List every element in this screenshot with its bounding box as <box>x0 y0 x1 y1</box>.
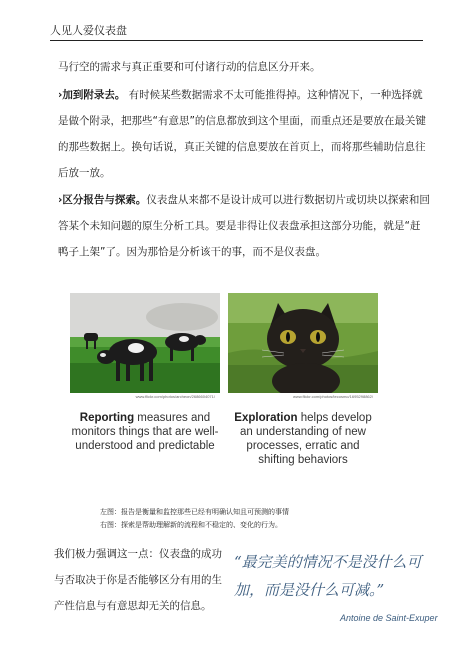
page-header-title: 人见人爱仪表盘 <box>50 24 127 37</box>
report-explore-body: 仪表盘从来都不是设计成可以进行数据切片或切块以探索和回答某个未知问题的原生分析工具。要是非得让仪表盘承担这部分功能，就是“赶鸭子上架”了。因为那恰是分析该干的事，而不是仪表盘。 <box>58 194 430 258</box>
exploration-panel <box>227 293 379 485</box>
reporting-caption-bold: Reporting <box>79 412 135 424</box>
appendix-body: 有时候某些数据需求不太可能推得掉。这种情况下，一种选择就是做个附录，把那些“有意思”的信息都放到这个里面，而重点还是要放在最关键的那些数据上。换句话说，真正关键的信息要放在首页上，而将那些辅助信息往后放一放。 <box>58 89 426 179</box>
reporting-exploration-figure <box>69 289 382 487</box>
pull-quote: “最完美的情况不是没什么可加，而是没什么可减。” <box>234 553 422 599</box>
figure-caption-left: 左图：报告是衡量和监控那些已经有明确认知且可预测的事情 <box>100 508 289 516</box>
cows-photo <box>70 293 220 393</box>
left-photo-credit: www.flickr.com/photos/archeon/2686604071/ <box>135 394 215 399</box>
paragraph-report-vs-explore <box>58 187 430 265</box>
appendix-lead: ›加到附录去。 <box>58 89 126 101</box>
right-photo-credit: www.flickr.com/photos/tecosmo/1695298862/ <box>292 394 373 399</box>
quote-author: Antoine de Saint-Exuper <box>340 613 438 623</box>
exploration-caption-bold: Exploration <box>234 412 298 424</box>
paragraph-closing: 我们极力强调这一点：仪表盘的成功与否取决于你是否能够区分有用的生产性信息与有意思却无关的信息。 <box>54 548 222 612</box>
header-divider <box>50 40 423 41</box>
reporting-caption <box>69 411 221 453</box>
paragraph-appendix <box>58 82 430 186</box>
reporting-panel <box>69 293 221 485</box>
exploration-caption <box>227 411 379 467</box>
exploration-caption-rest: helps develop an understanding of new processes, erratic and shifting behaviors <box>240 412 372 466</box>
report-explore-lead: ›区分报告与探索。 <box>58 194 147 206</box>
reporting-caption-rest: measures and monitors things that are well-understood and predictable <box>71 412 219 452</box>
paragraph-intro: 马行空的需求与真正重要和可付诸行动的信息区分开来。 <box>58 61 321 73</box>
cat-photo <box>228 293 378 393</box>
figure-caption-right: 右图：探索是帮助理解新的流程和不稳定的、变化的行为。 <box>100 521 282 529</box>
